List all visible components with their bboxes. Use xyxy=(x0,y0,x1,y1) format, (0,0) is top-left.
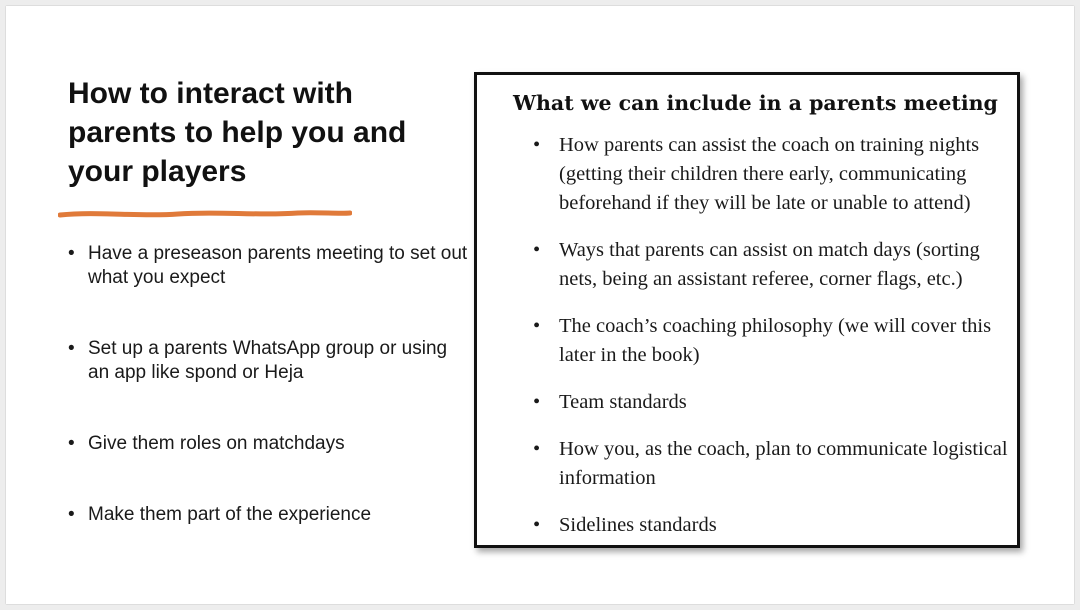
left-bullet-item xyxy=(68,337,468,385)
left-bullet-item xyxy=(68,432,468,456)
bullet-icon: • xyxy=(68,338,75,359)
bullet-icon: • xyxy=(533,438,541,460)
bullet-icon: • xyxy=(533,134,541,156)
slide-title xyxy=(68,74,468,191)
bullet-icon: • xyxy=(68,433,75,454)
box-bullet-text: How you, as the coach, plan to communicate logistical information xyxy=(559,438,1008,489)
left-bullet-item xyxy=(68,242,468,290)
left-bullet-text: Give them roles on matchdays xyxy=(88,433,345,454)
title-underline-stroke xyxy=(58,207,352,221)
bullet-icon: • xyxy=(533,315,541,337)
box-bullet-item xyxy=(513,435,1013,493)
box-bullet-item xyxy=(513,236,1013,294)
box-bullet-text: Ways that parents can assist on match days (sorting nets, being an assistant referee, corner flags, etc.) xyxy=(559,239,980,290)
left-bullet-text: Have a preseason parents meeting to set out what you expect xyxy=(88,243,468,288)
box-bullet-item xyxy=(513,131,1013,218)
bullet-icon: • xyxy=(68,504,75,525)
left-bullet-text: Set up a parents WhatsApp group or using an app like spond or Heja xyxy=(88,338,448,383)
box-bullet-item xyxy=(513,388,1013,417)
left-bullet-text: Make them part of the experience xyxy=(88,504,372,525)
slide xyxy=(6,6,1074,604)
bullet-icon: • xyxy=(533,239,541,261)
brush-stroke xyxy=(60,213,350,215)
left-bullet-item xyxy=(68,503,468,527)
box-heading: What we can include in a parents meeting xyxy=(513,91,998,115)
bullet-icon: • xyxy=(68,243,75,264)
box-bullet-item xyxy=(513,511,1013,540)
box-bullet-text: Team standards xyxy=(559,391,687,413)
title-line: parents to help you and xyxy=(68,116,407,149)
title-line: How to interact with xyxy=(68,77,353,110)
bullet-icon: • xyxy=(533,514,541,536)
box-bullet-text: How parents can assist the coach on training nights (getting their children there early, communicating beforehand if they will be late or unable to attend) xyxy=(559,134,980,214)
parents-meeting-box xyxy=(474,72,1020,548)
box-bullet-text: Sidelines standards xyxy=(559,514,717,536)
title-line: your players xyxy=(68,155,247,188)
box-bullet-item xyxy=(513,312,1013,370)
bullet-icon: • xyxy=(533,391,541,413)
box-bullet-text: The coach’s coaching philosophy (we will cover this later in the book) xyxy=(559,315,992,366)
